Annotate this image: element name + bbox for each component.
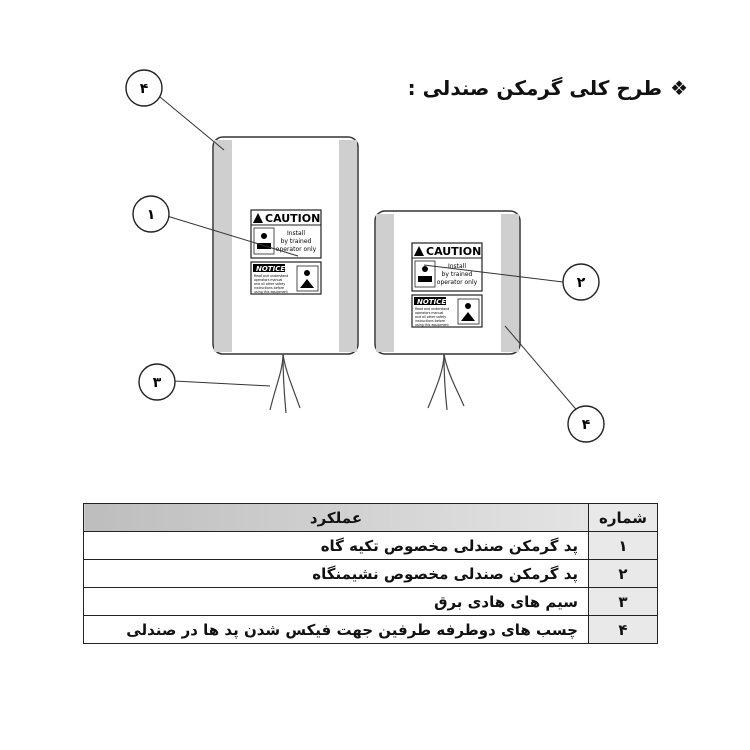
row-function: سیم های هادی برق — [84, 588, 589, 616]
backrest-caution-label — [251, 210, 321, 258]
table-row — [84, 532, 658, 560]
svg-text:using this equipment: using this equipment — [415, 323, 449, 327]
install-text-l3: operator only — [275, 246, 317, 253]
caution-text: CAUTION — [265, 212, 321, 225]
table-row — [84, 588, 658, 616]
svg-text:instructions before: instructions before — [254, 286, 284, 290]
svg-text:Read and understand: Read and understand — [254, 274, 289, 278]
callout-4-bottom — [568, 406, 604, 442]
svg-text:۳: ۳ — [152, 375, 162, 391]
svg-text:۴: ۴ — [581, 417, 591, 433]
row-number: ۴ — [589, 616, 658, 644]
table-row — [84, 560, 658, 588]
caution-text: CAUTION — [426, 245, 482, 258]
callout-1 — [133, 196, 169, 232]
heading-title: طرح کلی گرمکن صندلی : — [407, 76, 663, 100]
row-number: ۱ — [589, 532, 658, 560]
callout-3 — [139, 364, 175, 400]
notice-text: NOTICE — [256, 265, 286, 273]
svg-text:operators manual: operators manual — [254, 278, 283, 282]
parts-table — [83, 503, 658, 644]
svg-text:and all other safety: and all other safety — [415, 315, 447, 319]
table-row — [84, 616, 658, 644]
svg-text:operator only: operator only — [436, 279, 478, 286]
install-text-l1: Install — [286, 230, 306, 237]
svg-text:NOTICE: NOTICE — [417, 298, 447, 306]
car-mechanic-icon — [254, 228, 274, 254]
svg-text:Install: Install — [447, 263, 467, 270]
svg-text:۴: ۴ — [139, 81, 149, 97]
table-header-row — [84, 504, 658, 532]
row-function: پد گرمکن صندلی مخصوص نشیمنگاه — [84, 560, 589, 588]
row-number: ۳ — [589, 588, 658, 616]
row-function: پد گرمکن صندلی مخصوص تکیه گاه — [84, 532, 589, 560]
seat-wires — [428, 354, 464, 410]
seat-notice-label — [412, 295, 482, 327]
svg-text:instructions before: instructions before — [415, 319, 445, 323]
svg-text:using this equipment: using this equipment — [254, 290, 288, 294]
svg-text:۱: ۱ — [146, 207, 156, 223]
diamond-bullet-icon: ❖ — [670, 76, 688, 100]
callout-2 — [563, 264, 599, 300]
backrest-notice-label — [251, 262, 321, 294]
backrest-wires — [270, 354, 300, 413]
svg-text:by trained: by trained — [441, 271, 473, 278]
header-function: عملکرد — [84, 504, 589, 532]
svg-text:۲: ۲ — [576, 275, 586, 291]
row-number: ۲ — [589, 560, 658, 588]
install-text-l2: by trained — [280, 238, 312, 245]
header-number: شماره — [589, 504, 658, 532]
svg-text:operators manual: operators manual — [415, 311, 444, 315]
seat-caution-label — [412, 243, 482, 291]
callout-4-top — [126, 70, 162, 106]
svg-text:and all other safety: and all other safety — [254, 282, 286, 286]
svg-text:Read and understand: Read and understand — [415, 307, 450, 311]
row-function: چسب های دوطرفه طرفین جهت فیکس شدن پد ها در صندلی — [84, 616, 589, 644]
